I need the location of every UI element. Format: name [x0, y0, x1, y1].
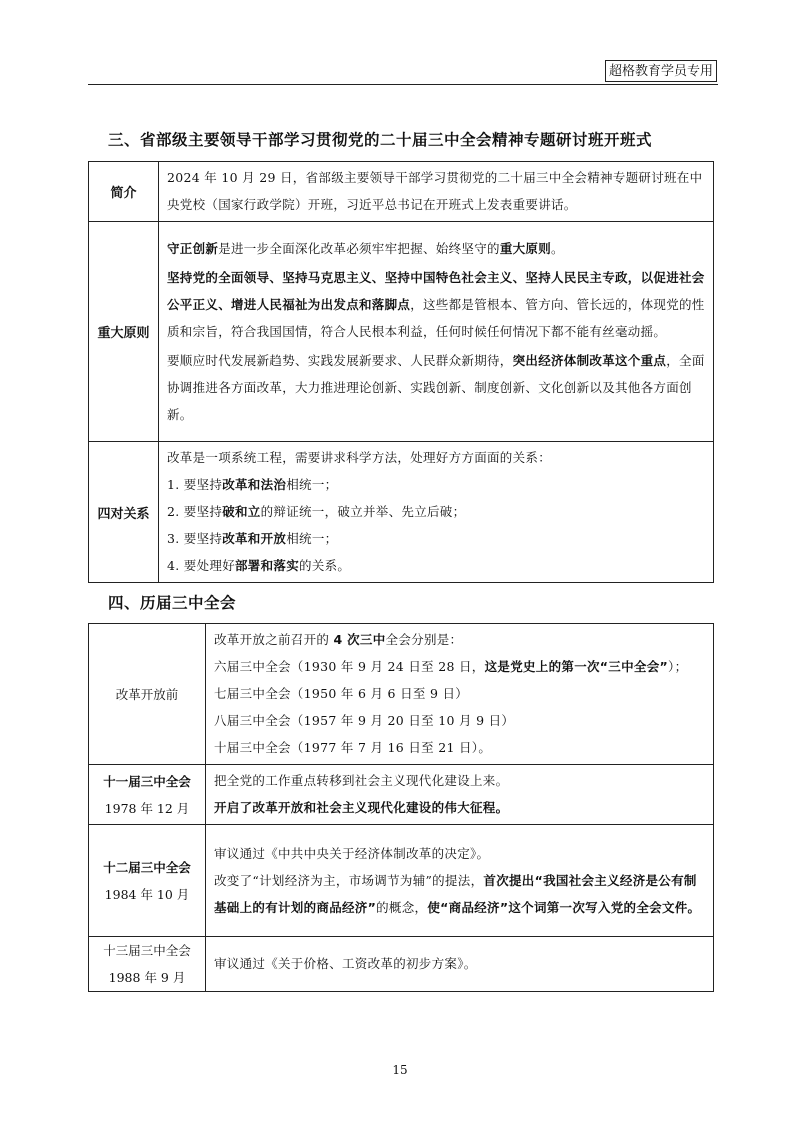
principle-paragraph: 守正创新是进一步全面深化改革必须牢牢把握、始终坚守的重大原则。	[167, 240, 564, 256]
table-row	[89, 825, 714, 937]
twelfth-date: 1984 年 10 月	[104, 886, 190, 902]
twelfth-label	[89, 825, 206, 937]
thirteenth-date: 1988 年 9 月	[108, 970, 186, 985]
list-item: 八届三中全会（1957 年 9 月 20 日至 10 月 9 日）	[214, 713, 515, 728]
principles-content	[159, 222, 714, 442]
list-item: 3. 要坚持改革和开放相统一；	[167, 531, 338, 546]
eleventh-content	[206, 765, 714, 825]
eleventh-name: 十一届三中全会	[103, 773, 191, 789]
before-reform-content	[206, 624, 714, 765]
principle-paragraph: 要顺应时代发展新趋势、实践发展新要求、人民群众新期待，突出经济体制改革这个重点，全面协调推进各方面改革，大力推进理论创新、实践创新、制度创新、文化创新以及其他各方面创新。	[167, 352, 705, 422]
list-item: 十届三中全会（1977 年 7 月 16 日至 21 日）。	[214, 740, 492, 755]
table-row	[89, 937, 714, 992]
principle-paragraph: 坚持党的全面领导、坚持马克思主义、坚持中国特色社会主义、坚持人民民主专政，以促进社会公平正义、增进人民福祉为出发点和落脚点，这些都是管根本、管方向、管长远的，体现党的性质和宗旨，符合我国国情，符合人民根本利益，任何时候任何情况下都不能有丝毫动摇。	[167, 269, 705, 339]
twelfth-name: 十二届三中全会	[103, 859, 191, 875]
relations-intro: 改革是一项系统工程，需要讲求科学方法，处理好方方面面的关系：	[167, 450, 552, 465]
twelfth-line-1: 审议通过《中共中央关于经济体制改革的决定》。	[214, 845, 490, 861]
list-item: 2. 要坚持破和立的辩证统一，破立并举、先立后破；	[167, 504, 466, 519]
thirteenth-line-1: 审议通过《关于价格、工资改革的初步方案》。	[214, 956, 477, 971]
intro-line-1: 2024 年 10 月 29 日，省部级主要领导干部学习贯彻党的二十届三中全会精神专题研讨班在中	[167, 170, 703, 185]
intro-content	[159, 162, 714, 222]
section-3-table	[88, 161, 714, 583]
table-row	[89, 624, 714, 765]
list-item: 1. 要坚持改革和法治相统一；	[167, 477, 338, 492]
list-item: 六届三中全会（1930 年 9 月 24 日至 28 日，这是党史上的第一次“三中全会”）；	[214, 659, 688, 674]
principles-label: 重大原则	[89, 222, 159, 442]
section-4-title: 四、历届三中全会	[108, 594, 237, 612]
section-3-title: 三、省部级主要领导干部学习贯彻党的二十届三中全会精神专题研讨班开班式	[108, 131, 653, 149]
relations-content	[159, 442, 714, 583]
page-number: 15	[392, 1063, 408, 1077]
eleventh-label	[89, 765, 206, 825]
twelfth-content	[206, 825, 714, 937]
before-intro: 改革开放之前召开的 4 次三中全会分别是：	[214, 632, 463, 647]
thirteenth-content	[206, 937, 714, 992]
eleventh-date: 1978 年 12 月	[104, 800, 190, 816]
before-reform-label: 改革开放前	[89, 624, 206, 765]
list-item: 七届三中全会（1950 年 6 月 6 日至 9 日）	[214, 686, 469, 701]
header-rule	[88, 84, 718, 85]
table-row	[89, 442, 714, 583]
eleventh-line-1: 把全党的工作重点转移到社会主义现代化建设上来。	[214, 773, 509, 788]
intro-line-2: 央党校（国家行政学院）开班，习近平总书记在开班式上发表重要讲话。	[167, 197, 577, 212]
eleventh-line-2: 开启了改革开放和社会主义现代化建设的伟大征程。	[214, 800, 509, 815]
table-row	[89, 162, 714, 222]
table-row	[89, 222, 714, 442]
table-row	[89, 765, 714, 825]
list-item: 4. 要处理好部署和落实的关系。	[167, 558, 351, 573]
header-tag: 超格教育学员专用	[605, 60, 717, 82]
intro-label: 简介	[89, 162, 159, 222]
thirteenth-name: 十三届三中全会	[103, 943, 191, 958]
twelfth-paragraph: 改变了“计划经济为主，市场调节为辅”的提法，首次提出“我国社会主义经济是公有制基础上的有计划的商品经济”的概念，使“商品经济”这个词第一次写入党的全会文件。	[214, 872, 701, 915]
thirteenth-label	[89, 937, 206, 992]
relations-label: 四对关系	[89, 442, 159, 583]
section-4-table	[88, 623, 714, 992]
